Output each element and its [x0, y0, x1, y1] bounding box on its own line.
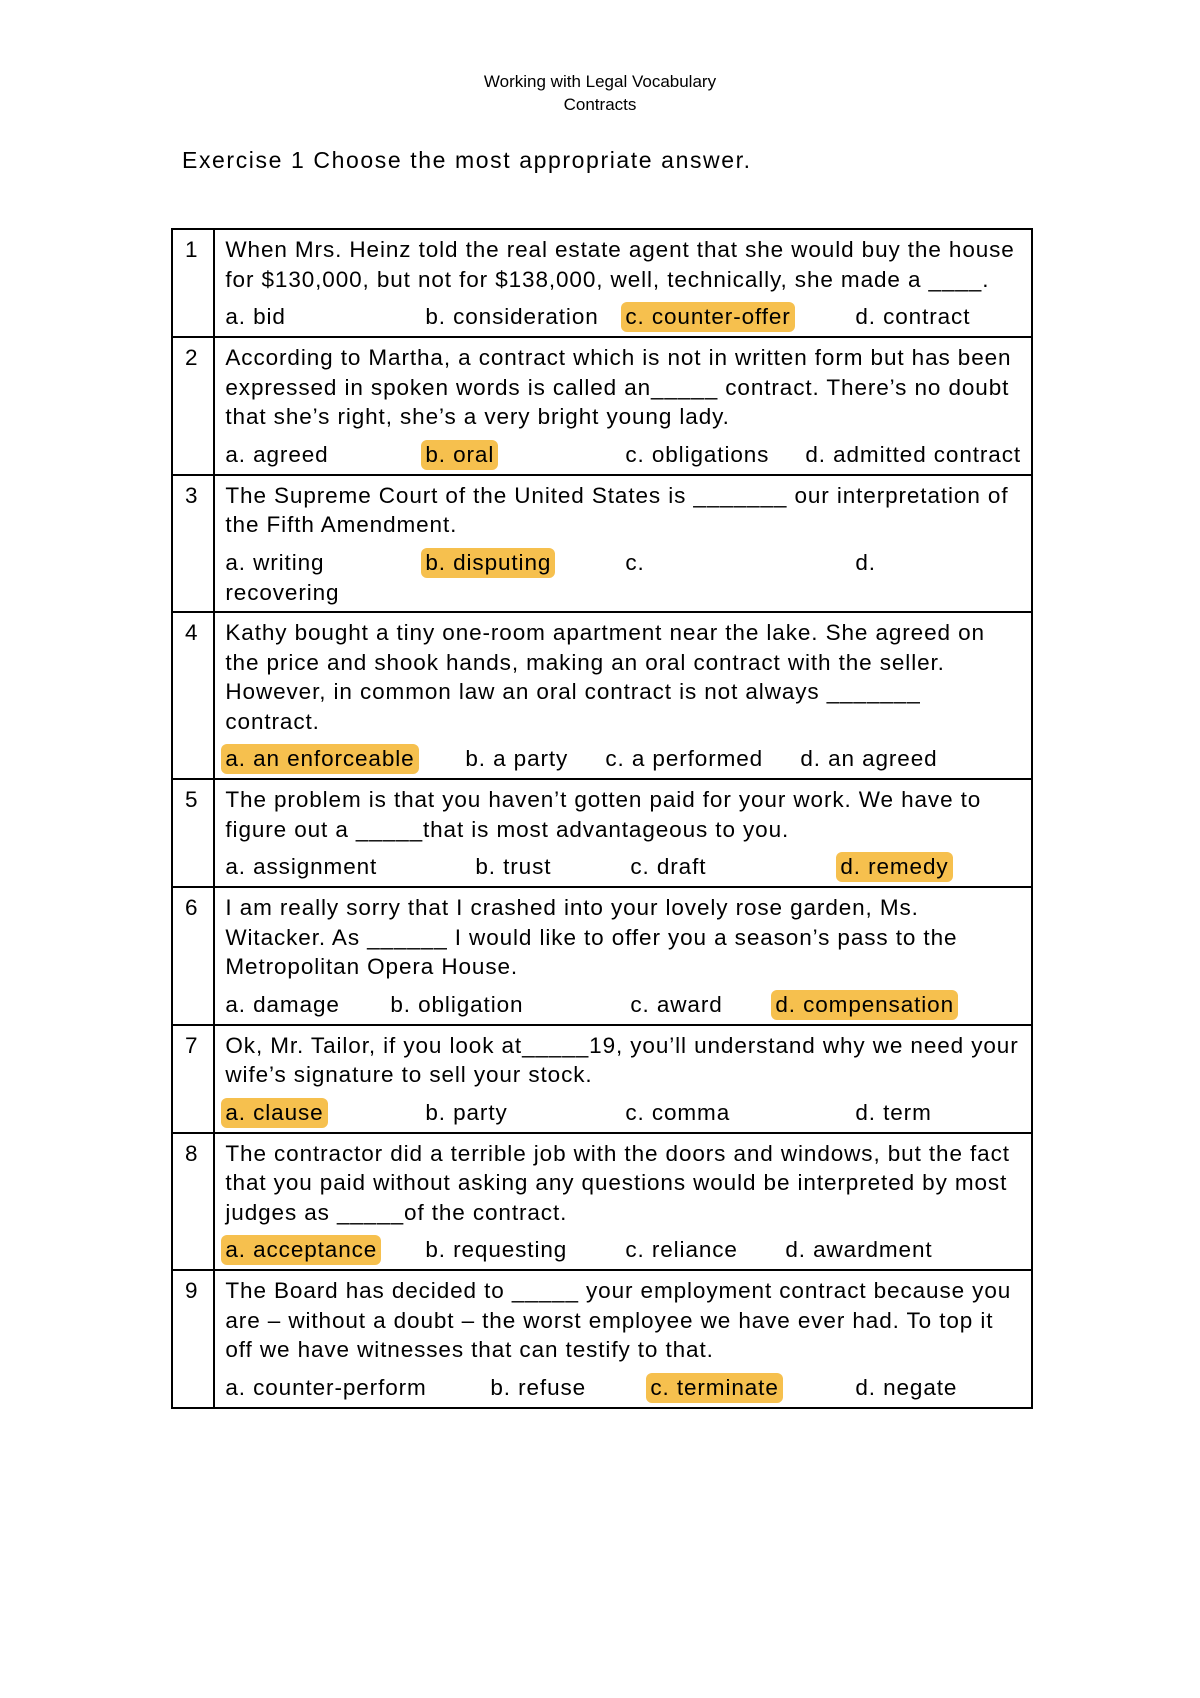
answer-option[interactable]: b. obligation — [390, 991, 524, 1017]
answer-option[interactable]: a. agreed — [225, 441, 329, 467]
question-row — [172, 887, 1032, 1025]
answer-option[interactable]: c. obligations — [625, 441, 770, 467]
highlighted-answer-option[interactable]: d. remedy — [836, 852, 952, 882]
highlighted-answer-option[interactable]: d. compensation — [771, 990, 958, 1020]
question-text: The contractor did a terrible job with the doors and windows, but the fact that you paid without asking any questions would be interpreted by most judges as _____of the contract. — [225, 1140, 1010, 1225]
answer-options — [225, 440, 1021, 470]
question-row — [172, 229, 1032, 337]
question-row — [172, 612, 1032, 779]
answer-option[interactable]: c. a performed — [605, 746, 764, 771]
question-row — [172, 1025, 1032, 1133]
answer-option[interactable]: c. reliance — [625, 1237, 738, 1262]
highlighted-answer-option[interactable]: a. an enforceable — [221, 744, 418, 774]
question-cell — [214, 887, 1032, 1025]
answer-options — [225, 744, 1021, 774]
question-cell — [214, 779, 1032, 887]
highlighted-answer-option[interactable]: c. terminate — [646, 1373, 782, 1403]
question-number: 6 — [172, 887, 214, 1025]
question-cell — [214, 337, 1032, 475]
document-header — [0, 70, 1200, 116]
question-number: 5 — [172, 779, 214, 887]
question-number: 7 — [172, 1025, 214, 1133]
question-table-body — [172, 229, 1032, 1408]
answer-option[interactable]: b. party — [425, 1099, 508, 1125]
answer-options — [225, 852, 1021, 882]
question-row — [172, 779, 1032, 887]
answer-options — [225, 302, 1021, 332]
question-text: I am really sorry that I crashed into your lovely rose garden, Ms. Witacker. As ______ I would like to offer you a season’s pass to the Metropolitan Opera House. — [225, 895, 958, 979]
highlighted-answer-option[interactable]: a. acceptance — [221, 1235, 381, 1265]
answer-option[interactable]: a. assignment — [225, 854, 378, 879]
answer-option[interactable]: d. contract — [855, 304, 971, 329]
answer-option[interactable]: d. term — [855, 1099, 932, 1125]
answer-option-continuation: recovering — [225, 579, 340, 605]
question-cell — [214, 1133, 1032, 1271]
answer-options — [225, 548, 1021, 578]
question-text: Kathy bought a tiny one-room apartment near the lake. She agreed on the price and shook hands, making an oral contract with the seller. However, in common law an oral contract is not always _______ contract. — [225, 620, 985, 734]
question-text: The Board has decided to _____ your employment contract because you are – without a doubt – the worst employee we have ever had. To top it off we have witnesses that can testify to that. — [225, 1278, 1012, 1362]
question-row — [172, 337, 1032, 475]
answer-options — [225, 1098, 1021, 1128]
question-cell — [214, 475, 1032, 613]
question-number: 9 — [172, 1270, 214, 1408]
answer-option[interactable]: d. admitted contract — [805, 441, 1021, 467]
answer-option[interactable]: d. awardment — [785, 1237, 933, 1262]
header-title: Working with Legal Vocabulary — [483, 72, 717, 91]
highlighted-answer-option[interactable]: b. oral — [421, 440, 498, 470]
question-number: 2 — [172, 337, 214, 475]
question-cell — [214, 1270, 1032, 1408]
highlighted-answer-option[interactable]: b. disputing — [421, 548, 555, 578]
question-row — [172, 1133, 1032, 1271]
question-number: 8 — [172, 1133, 214, 1271]
question-cell — [214, 1025, 1032, 1133]
answer-option[interactable]: a. writing — [225, 549, 325, 575]
question-row — [172, 1270, 1032, 1408]
answer-option[interactable]: c. comma — [625, 1099, 731, 1125]
question-text: The problem is that you haven’t gotten paid for your work. We have to figure out a _____that is most advantageous to you. — [225, 787, 982, 842]
question-text: Ok, Mr. Tailor, if you look at_____19, you’ll understand why we need your wife’s signature to sell your stock. — [225, 1032, 1019, 1087]
answer-option[interactable]: c. award — [630, 991, 723, 1017]
question-cell — [214, 612, 1032, 779]
question-text: When Mrs. Heinz told the real estate agent that she would buy the house for $130,000, but not for $138,000, well, technically, she made a ____. — [225, 237, 1015, 292]
question-cell — [214, 229, 1032, 337]
highlighted-answer-option[interactable]: a. clause — [221, 1098, 327, 1128]
question-number: 3 — [172, 475, 214, 613]
exercise-instruction: Exercise 1 Choose the most appropriate answer. — [182, 147, 752, 173]
answer-option[interactable]: b. refuse — [490, 1374, 587, 1400]
answer-option[interactable]: a. damage — [225, 991, 340, 1017]
answer-option[interactable]: a. counter-perform — [225, 1374, 427, 1400]
question-number: 1 — [172, 229, 214, 337]
question-text: According to Martha, a contract which is not in written form but has been expressed in spoken words is called an_____ contract. There’s no doubt that she’s right, she’s a very bright young lady. — [225, 345, 1012, 429]
answer-option[interactable]: c. — [625, 549, 645, 575]
answer-options — [225, 1235, 1021, 1265]
header-subtitle: Contracts — [563, 95, 637, 114]
answer-option[interactable]: c. draft — [630, 854, 707, 879]
answer-option[interactable]: b. a party — [465, 746, 569, 771]
answer-option[interactable]: d. — [855, 549, 876, 575]
answer-option[interactable]: d. negate — [855, 1374, 958, 1400]
answer-option[interactable]: b. trust — [475, 854, 552, 879]
answer-option[interactable]: d. an agreed — [800, 746, 938, 771]
question-row — [172, 475, 1032, 613]
question-table — [171, 228, 1033, 1409]
answer-option[interactable]: a. bid — [225, 304, 286, 329]
highlighted-answer-option[interactable]: c. counter-offer — [621, 302, 794, 332]
question-text: The Supreme Court of the United States is _______ our interpretation of the Fifth Amendment. — [225, 482, 1009, 537]
answer-options — [225, 1373, 1021, 1403]
answer-option[interactable]: b. requesting — [425, 1237, 568, 1262]
answer-option[interactable]: b. consideration — [425, 304, 599, 329]
answer-options — [225, 990, 1021, 1020]
question-number: 4 — [172, 612, 214, 779]
